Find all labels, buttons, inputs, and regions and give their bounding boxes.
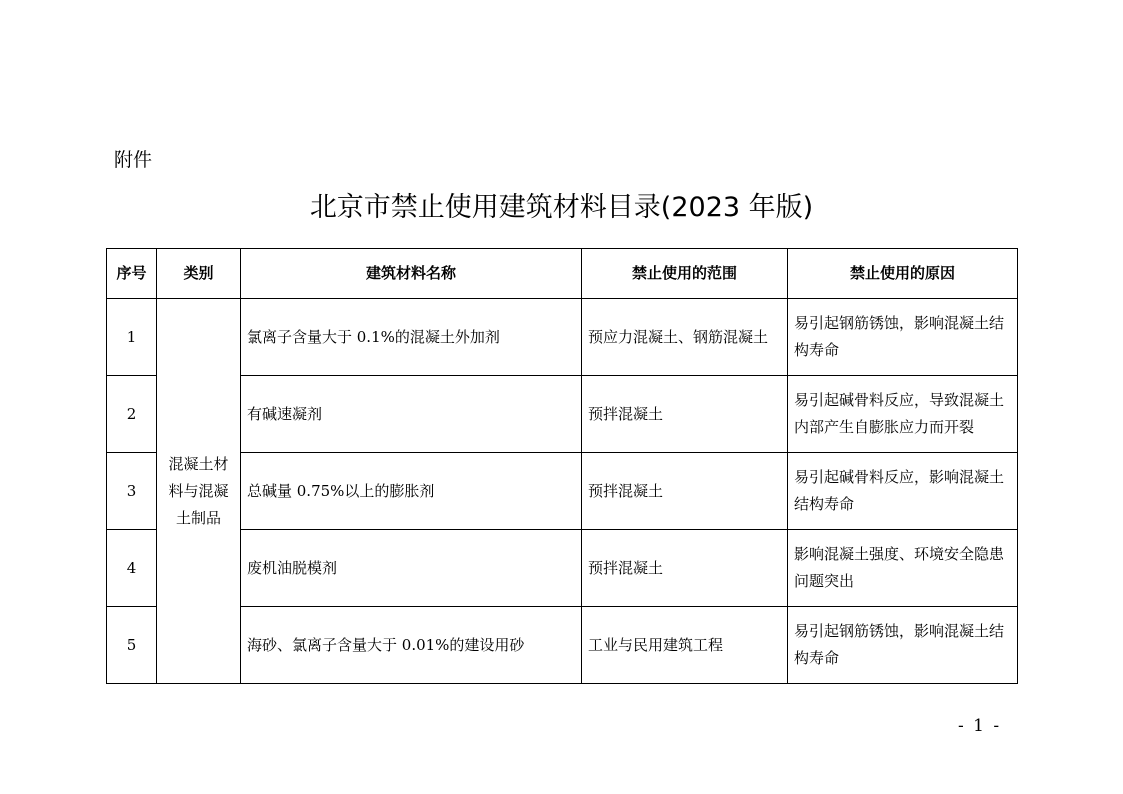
table-row xyxy=(107,530,1018,607)
header-material-name: 建筑材料名称 xyxy=(241,249,582,299)
row-scope: 预拌混凝土 xyxy=(582,376,788,453)
header-seq: 序号 xyxy=(107,249,157,299)
row-reason: 易引起钢筋锈蚀，影响混凝土结构寿命 xyxy=(788,607,1018,684)
row-seq: 3 xyxy=(107,453,157,530)
attachment-label: 附件 xyxy=(114,149,153,171)
row-material-name: 总碱量 0.75%以上的膨胀剂 xyxy=(241,453,582,530)
row-reason: 影响混凝土强度、环境安全隐患问题突出 xyxy=(788,530,1018,607)
row-reason: 易引起钢筋锈蚀，影响混凝土结构寿命 xyxy=(788,299,1018,376)
table-row xyxy=(107,453,1018,530)
row-seq: 2 xyxy=(107,376,157,453)
row-seq: 4 xyxy=(107,530,157,607)
row-scope: 预拌混凝土 xyxy=(582,530,788,607)
document-title: 北京市禁止使用建筑材料目录(2023 年版) xyxy=(309,192,814,223)
table-header-row xyxy=(107,249,1018,299)
table-row xyxy=(107,299,1018,376)
page-number: - 1 - xyxy=(958,716,1002,736)
row-scope: 预应力混凝土、钢筋混凝土 xyxy=(582,299,788,376)
row-scope: 工业与民用建筑工程 xyxy=(582,607,788,684)
header-scope: 禁止使用的范围 xyxy=(582,249,788,299)
header-category: 类别 xyxy=(157,249,241,299)
row-material-name: 氯离子含量大于 0.1%的混凝土外加剂 xyxy=(241,299,582,376)
row-reason: 易引起碱骨料反应，导致混凝土内部产生自膨胀应力而开裂 xyxy=(788,376,1018,453)
table-row xyxy=(107,376,1018,453)
prohibited-materials-table xyxy=(106,248,1018,684)
row-reason: 易引起碱骨料反应，影响混凝土结构寿命 xyxy=(788,453,1018,530)
header-reason: 禁止使用的原因 xyxy=(788,249,1018,299)
row-scope: 预拌混凝土 xyxy=(582,453,788,530)
category-cell: 混凝土材料与混凝土制品 xyxy=(157,299,241,684)
table-row xyxy=(107,607,1018,684)
row-material-name: 海砂、氯离子含量大于 0.01%的建设用砂 xyxy=(241,607,582,684)
row-seq: 1 xyxy=(107,299,157,376)
row-material-name: 废机油脱模剂 xyxy=(241,530,582,607)
row-seq: 5 xyxy=(107,607,157,684)
row-material-name: 有碱速凝剂 xyxy=(241,376,582,453)
